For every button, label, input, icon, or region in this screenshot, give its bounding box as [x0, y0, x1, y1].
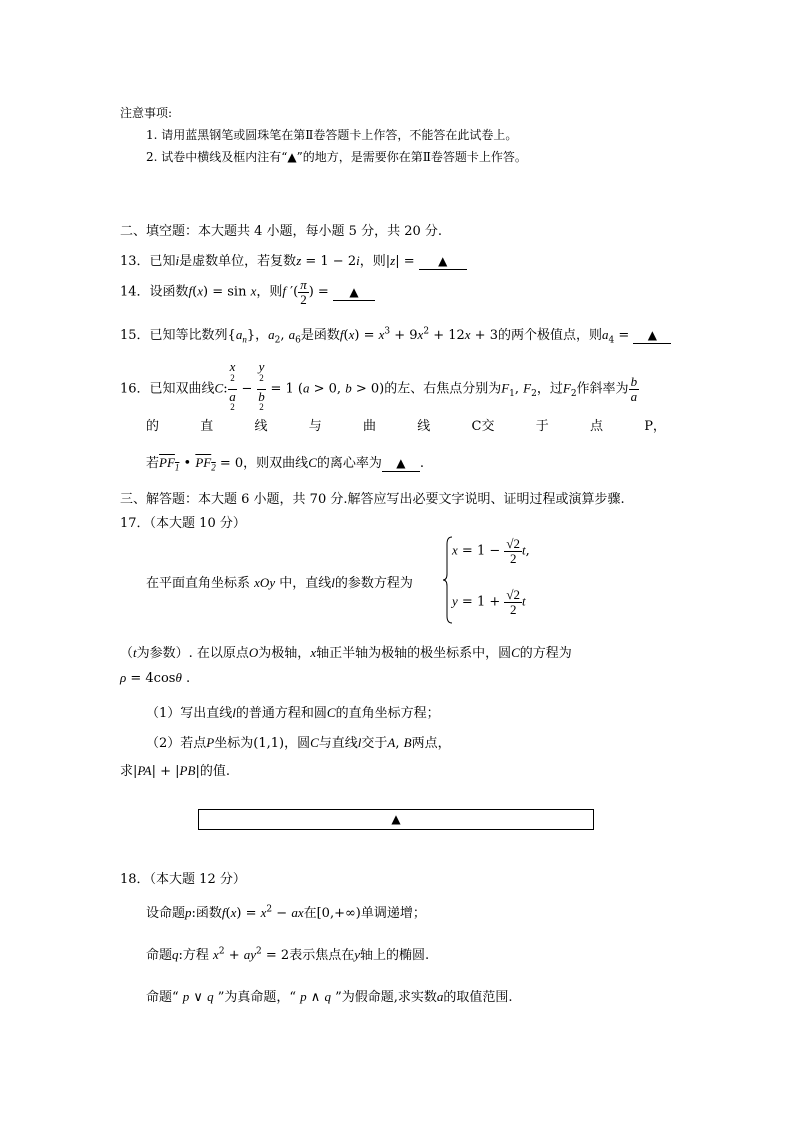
question-13: 13．已知i是虚数单位，若复数z = 1 − 2i，则|z| = ▲ — [120, 250, 467, 270]
q17-header: 17．（本大题 10 分） — [120, 516, 246, 531]
q18-proposition-p: 设命题p:函数$f(x) = x^2$ − ax在[0,+∞)单调递增； — [146, 904, 426, 921]
notice-item-1: 1. 请用蓝黑钢笔或圆珠笔在第Ⅱ卷答题卡上作答，不能答在此试卷上。 — [146, 128, 518, 142]
q17-part1: （1）写出直线l的普通方程和圆C的直角坐标方程； — [146, 705, 440, 721]
question-15: 15．已知等比数列$\{a_n\}$，$a_2$, $a_6$是函数$f(x) = x^3 + 9x^2 + 12x + 3$的两个极值点，则$a_4$ = ▲ — [120, 324, 671, 346]
q18-proposition-q: 命题q:方程 $x^2 + ay^2 = 2$表示焦点在y轴上的椭圆. — [146, 946, 430, 963]
q17-part3: 求|PA| + |PB|的值. — [120, 763, 230, 779]
question-14: 14．设函数f(x) = sin x，则f ′( $\frac{\pi}{2}$ ) = ▲ — [120, 278, 375, 306]
q18-final: 命题“ p ∨ q ”为真命题，“ p ∧ q ”为假命题,求实数a的取值范围. — [146, 989, 513, 1005]
answer-blank-15[interactable]: ▲ — [633, 328, 671, 344]
answer-box-17[interactable]: ▲ — [198, 809, 594, 830]
answer-blank-13[interactable]: ▲ — [419, 254, 467, 270]
notice-item-2: 2. 试卷中横线及框内注有“▲”的地方，是需要你在第Ⅱ卷答题卡上作答。 — [146, 150, 527, 164]
question-16-line3: 若$PF_1$ • $PF_2 = 0$，则双曲线C的离心率为 ▲ . — [146, 455, 425, 473]
q18-header: 18．（本大题 12 分） — [120, 872, 246, 887]
answer-blank-14[interactable]: ▲ — [333, 285, 375, 301]
question-16: 16．已知双曲线C: x $^2$ a $^2$ − y $^2$ b $^2$ = 1 (a > 0, b > 0)的左、右焦点分别为$F_1$, $F_2$，过$F_2$作斜率为 $\frac{b}{a}$ — [120, 359, 638, 413]
q17-circle-eq: ρ = 4cosθ . — [120, 670, 191, 686]
section3-heading: 三、解答题：本大题 6 小题，共 70 分.解答应写出必要文字说明、证明过程或演算步骤. — [120, 492, 625, 507]
question-16-line2: 的 直 线 与 曲 线 C交 于 点 P， — [146, 419, 666, 434]
q17-line2: （t为参数）. 在以原点O为极轴，x轴正半轴为极轴的极坐标系中，圆C的方程为 — [120, 645, 572, 661]
q17-intro: 在平面直角坐标系 xOy 中，直线l的参数方程为 — [146, 575, 413, 591]
q17-part2: （2）若点P坐标为(1,1)，圆C与直线l交于A, B两点， — [146, 735, 451, 751]
notice-title: 注意事项: — [120, 106, 173, 120]
param-eq-y: y = 1 + $\frac{√2}{2}$ t — [452, 587, 526, 617]
section2-heading: 二、填空题：本大题共 4 小题，每小题 5 分，共 20 分. — [120, 224, 443, 239]
answer-blank-16[interactable]: ▲ — [382, 456, 420, 472]
param-eq-x: x = 1 − $\frac{√2}{2}$ t, — [452, 536, 530, 566]
